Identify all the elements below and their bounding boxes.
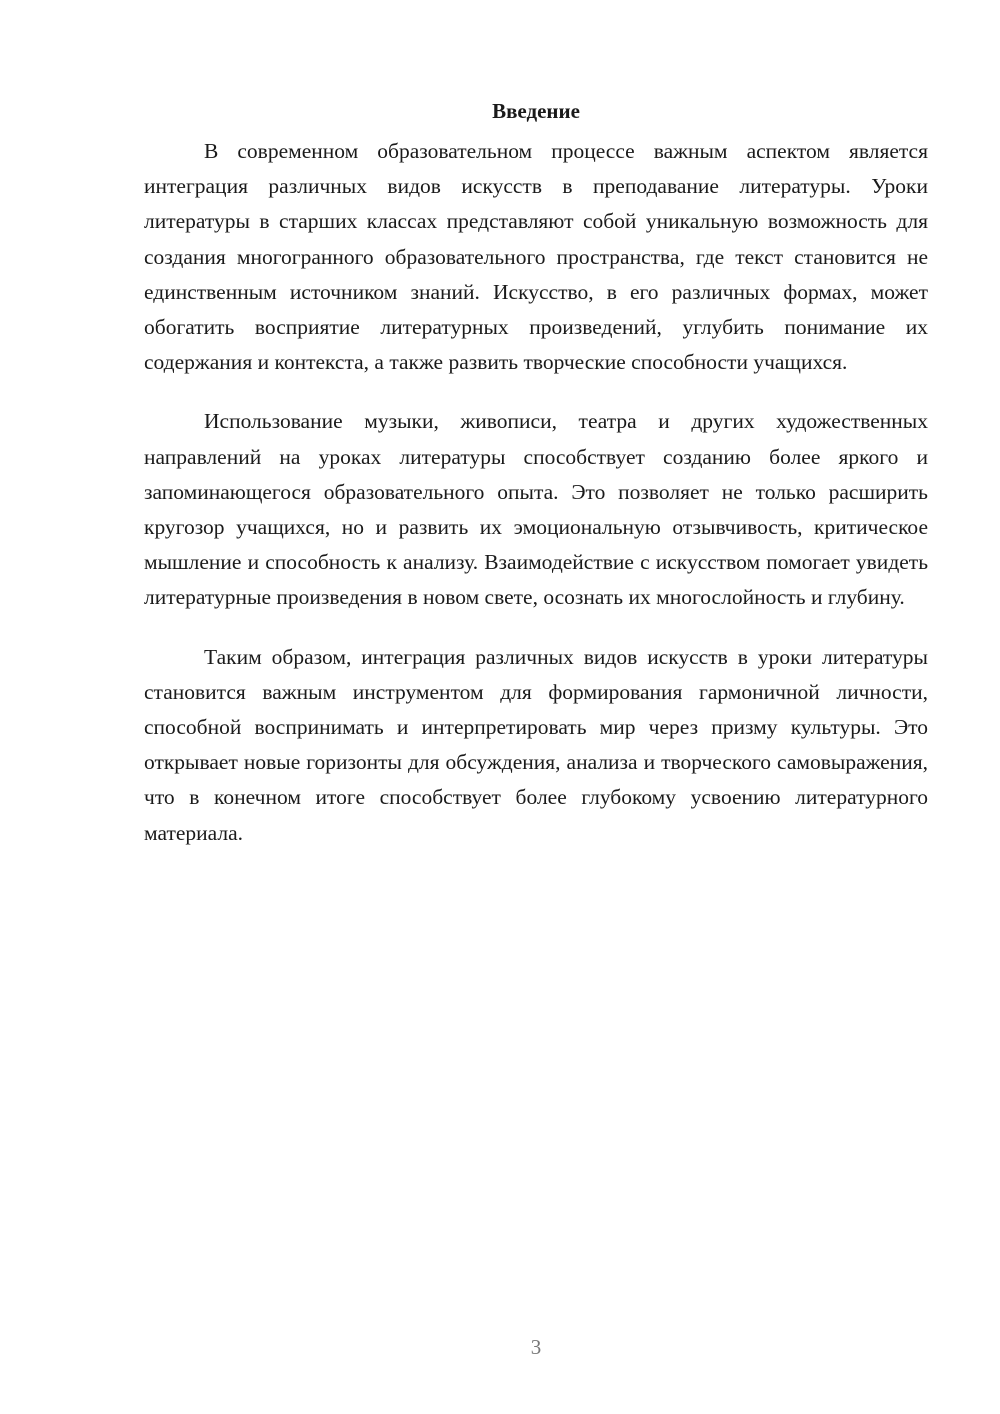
- paragraph-2: Использование музыки, живописи, театра и других художественных направлений на уроках литературы способствует созданию более яркого и запоминающегося образовательного опыта. Это позволяет не только расширить кругозор учащихся, но и развить их эмоциональную отзывчивость, критическое мышление и способность к анализу. Взаимодействие с искусством помогает увидеть литературные произведения в новом свете, осознать их многослойность и глубину.: [144, 409, 928, 610]
- paragraph-1: В современном образовательном процессе важным аспектом является интеграция различных видов искусств в преподавание литературы. Уроки литературы в старших классах представляют собой уникальную возможность для создания многогранного образовательного пространства, где текст становится не единственным источником знаний. Искусство, в его различных формах, может обогатить восприятие литературных произведений, углубить понимание их содержания и контекста, а также развить творческие способности учащихся.: [144, 139, 928, 375]
- page-content: [144, 96, 928, 875]
- page-number: 3: [530, 1335, 542, 1359]
- paragraph-3: Таким образом, интеграция различных видов искусств в уроки литературы становится важным инструментом для формирования гармоничной личности, способной воспринимать и интерпретировать мир через призму культуры. Это открывает новые горизонты для обсуждения, анализа и творческого самовыражения, что в конечном итоге способствует более глубокому усвоению литературного материала.: [144, 644, 928, 845]
- section-title: Введение: [492, 99, 580, 123]
